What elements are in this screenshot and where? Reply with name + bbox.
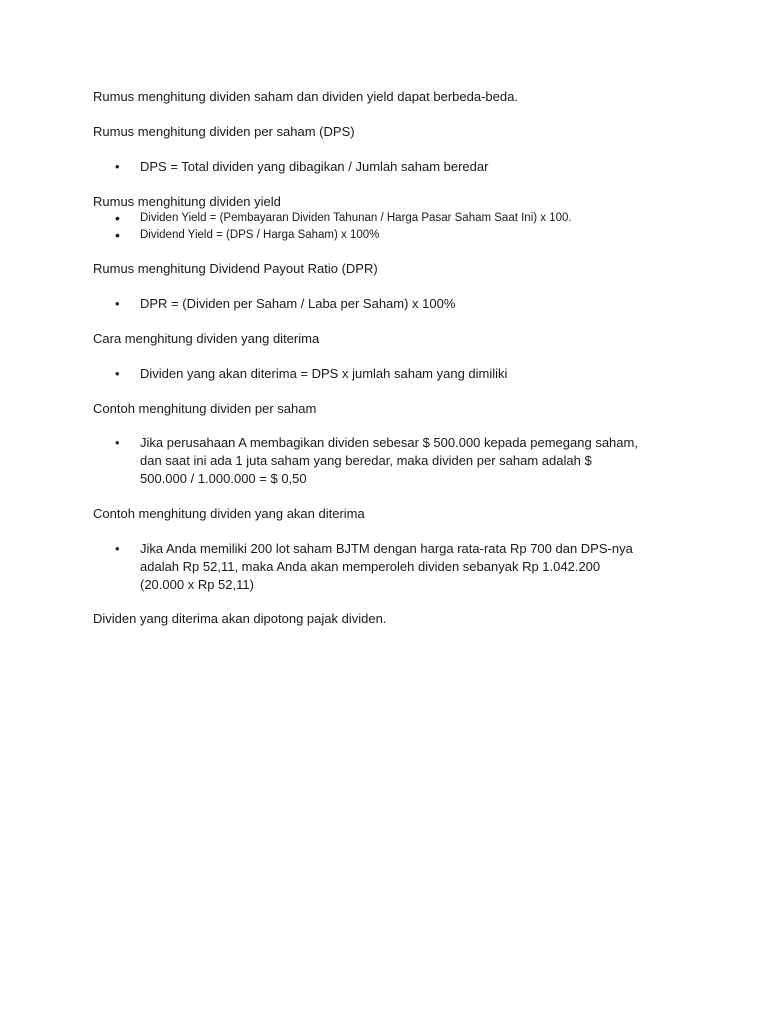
dpr-formula: DPR = (Dividen per Saham / Laba per Saham) x 100% bbox=[140, 296, 456, 311]
bullet-icon: • bbox=[115, 435, 120, 450]
bullet-icon: • bbox=[115, 541, 120, 556]
example-dps-line: dan saat ini ada 1 juta saham yang beredar, maka dividen per saham adalah $ bbox=[140, 453, 592, 468]
bullet-icon: • bbox=[115, 366, 120, 381]
yield-formula-1: Dividen Yield = (Pembayaran Dividen Tahunan / Harga Pasar Saham Saat Ini) x 100. bbox=[140, 212, 572, 224]
dps-formula: DPS = Total dividen yang dibagikan / Jumlah saham beredar bbox=[140, 159, 489, 174]
dps-heading: Rumus menghitung dividen per saham (DPS) bbox=[93, 124, 355, 139]
example-received-line: (20.000 x Rp 52,11) bbox=[140, 577, 254, 592]
example-received-line: Jika Anda memiliki 200 lot saham BJTM dengan harga rata-rata Rp 700 dan DPS-nya bbox=[140, 541, 633, 556]
example-dps-line: Jika perusahaan A membagikan dividen sebesar $ 500.000 kepada pemegang saham, bbox=[140, 435, 638, 450]
example-dps-text bbox=[140, 434, 680, 488]
bullet-icon: • bbox=[115, 210, 120, 226]
received-heading: Cara menghitung dividen yang diterima bbox=[93, 331, 320, 346]
intro-paragraph: Rumus menghitung dividen saham dan dividen yield dapat berbeda-beda. bbox=[93, 89, 518, 104]
closing-paragraph: Dividen yang diterima akan dipotong pajak dividen. bbox=[93, 611, 387, 626]
example-received-line: adalah Rp 52,11, maka Anda akan memperoleh dividen sebanyak Rp 1.042.200 bbox=[140, 559, 601, 574]
example-dps-bullet-item bbox=[115, 434, 685, 488]
example-received-text bbox=[140, 540, 680, 594]
bullet-icon: • bbox=[115, 159, 120, 174]
received-formula: Dividen yang akan diterima = DPS x jumlah saham yang dimiliki bbox=[140, 366, 508, 381]
example-dps-line: 500.000 / 1.000.000 = $ 0,50 bbox=[140, 471, 307, 486]
dpr-heading: Rumus menghitung Dividend Payout Ratio (DPR) bbox=[93, 261, 378, 276]
example-dps-heading: Contoh menghitung dividen per saham bbox=[93, 401, 317, 416]
example-received-heading: Contoh menghitung dividen yang akan diterima bbox=[93, 506, 365, 521]
bullet-icon: • bbox=[115, 296, 120, 311]
yield-formula-2: Dividend Yield = (DPS / Harga Saham) x 100% bbox=[140, 229, 380, 241]
example-received-bullet-item bbox=[115, 540, 685, 594]
yield-heading: Rumus menghitung dividen yield bbox=[93, 194, 281, 209]
bullet-icon: • bbox=[115, 227, 120, 243]
